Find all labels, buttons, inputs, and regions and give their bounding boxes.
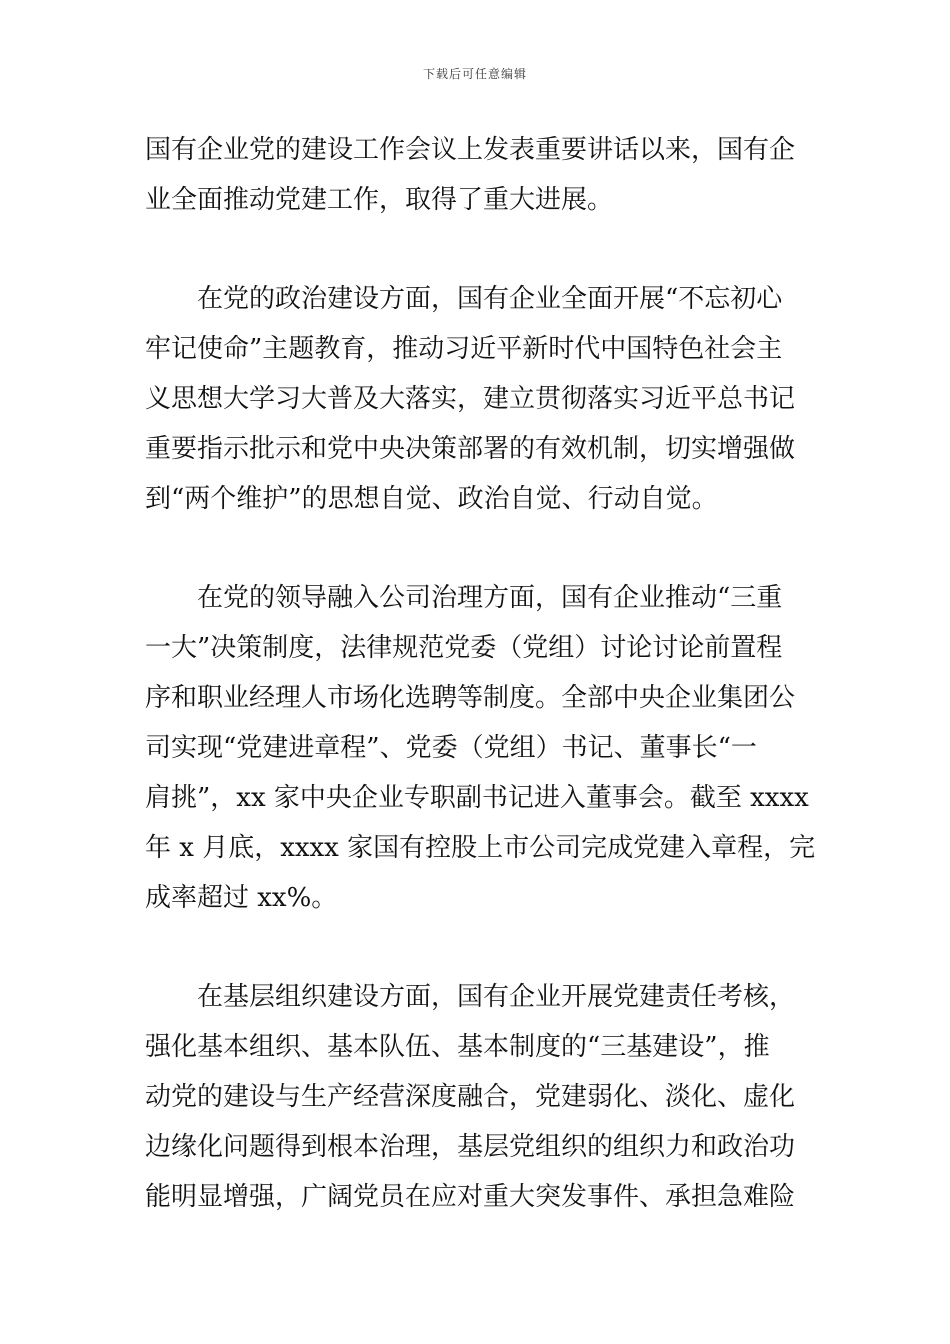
paragraph-line: 在党的政治建设方面，国有企业全面开展“不忘初心 bbox=[197, 284, 783, 314]
paragraph-line: 在党的领导融入公司治理方面，国有企业推动“三重 bbox=[197, 583, 783, 613]
paragraph-line: 业全面推动党建工作，取得了重大进展。 bbox=[145, 185, 614, 215]
paragraph-line: 强化基本组织、基本队伍、基本制度的“三基建设”，推 bbox=[145, 1032, 770, 1062]
paragraph-line: 到“两个维护”的思想自觉、政治自觉、行动自觉。 bbox=[145, 484, 718, 514]
paragraph-line: 在基层组织建设方面，国有企业开展党建责任考核， bbox=[197, 982, 796, 1012]
paragraph-line: 司实现“党建进章程”、党委（党组）书记、董事长“一 bbox=[145, 733, 757, 763]
paragraph-line: 一大”决策制度，法律规范党委（党组）讨论讨论前置程 bbox=[145, 633, 783, 663]
paragraph-line: 能明显增强，广阔党员在应对重大突发事件、承担急难险 bbox=[145, 1182, 796, 1212]
page-header: 下载后可任意编辑 bbox=[422, 67, 527, 81]
paragraph-line: 国有企业党的建设工作会议上发表重要讲话以来，国有企 bbox=[145, 135, 796, 165]
paragraph-line: 牢记使命”主题教育，推动习近平新时代中国特色社会主 bbox=[145, 334, 783, 364]
paragraph-line: 义思想大学习大普及大落实，建立贯彻落实习近平总书记 bbox=[145, 384, 796, 414]
paragraph-line: 成率超过 xx%。 bbox=[145, 883, 338, 913]
paragraph-line: 边缘化问题得到根本治理，基层党组织的组织力和政治功 bbox=[145, 1132, 796, 1162]
paragraph-line: 动党的建设与生产经营深度融合，党建弱化、淡化、虚化 bbox=[145, 1082, 796, 1112]
paragraph-line: 序和职业经理人市场化选聘等制度。全部中央企业集团公 bbox=[145, 683, 796, 713]
paragraph-line: 年 x 月底，xxxx 家国有控股上市公司完成党建入章程，完 bbox=[145, 833, 816, 863]
paragraph-line: 肩挑”，xx 家中央企业专职副书记进入董事会。截至 xxxx bbox=[145, 783, 809, 813]
paragraph-line: 重要指示批示和党中央决策部署的有效机制，切实增强做 bbox=[145, 434, 796, 464]
